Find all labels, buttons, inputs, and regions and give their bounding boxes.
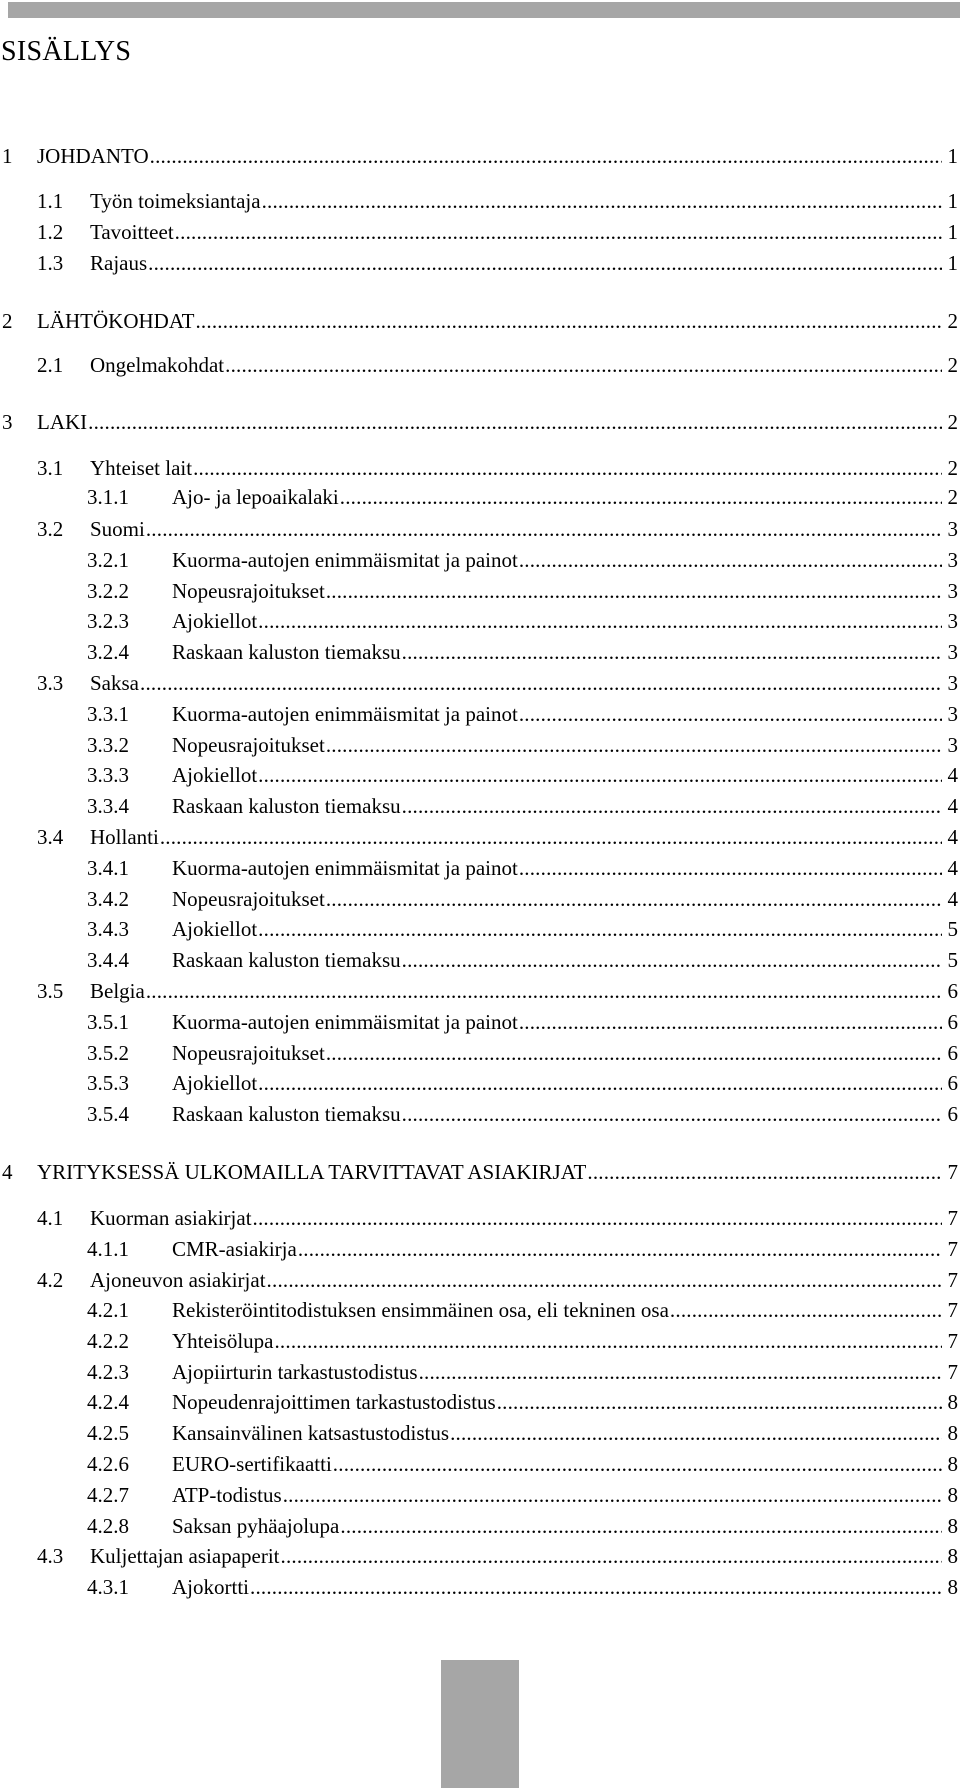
toc-leader-dots: [258, 761, 941, 789]
toc-leader-dots: [402, 638, 942, 666]
toc-leader-dots: [225, 351, 941, 379]
toc-entry-number: 1.1: [37, 189, 64, 213]
toc-entry-title: Kansainvälinen katsastustodistus: [172, 1421, 450, 1445]
page-number-block: [441, 1660, 519, 1788]
toc-entry-page: 3: [947, 702, 958, 726]
toc-entry-number: 3.4.1: [87, 856, 129, 880]
toc-entry-title: YRITYKSESSÄ ULKOMAILLA TARVITTAVAT ASIAKIRJAT: [37, 1160, 587, 1184]
toc-entry-number: 3.4.4: [87, 948, 129, 972]
toc-entry-title: JOHDANTO: [37, 144, 149, 168]
toc-leader-dots: [519, 1008, 942, 1036]
toc-leader-dots: [402, 946, 942, 974]
toc-leader-dots: [519, 546, 942, 574]
toc-leader-dots: [519, 854, 942, 882]
toc-entry-page: 4: [947, 794, 958, 818]
toc-entry-number: 4.2.4: [87, 1390, 129, 1414]
toc-entry-page: 6: [947, 1071, 958, 1095]
toc-entry-number: 4.1: [37, 1206, 64, 1230]
toc-leader-dots: [267, 1266, 942, 1294]
toc-entry-number: 2: [2, 309, 13, 333]
toc-entry-title: ATP-todistus: [172, 1483, 282, 1507]
toc-entry-number: 4.2: [37, 1268, 64, 1292]
toc-entry-page: 7: [947, 1160, 958, 1184]
toc-entry-page: 7: [947, 1298, 958, 1322]
toc-entry-page: 5: [947, 917, 958, 941]
toc-entry-page: 8: [947, 1483, 958, 1507]
toc-entry-page: 7: [947, 1206, 958, 1230]
toc-entry-page: 1: [947, 251, 958, 275]
toc-entry-title: Kuorma-autojen enimmäismitat ja painot: [172, 856, 518, 880]
toc-entry-title: Ajokiellot: [172, 763, 258, 787]
toc-entry-page: 7: [947, 1360, 958, 1384]
toc-entry-page: 6: [947, 1102, 958, 1126]
toc-entry-number: 3.5.4: [87, 1102, 129, 1126]
toc-entry-page: 3: [947, 548, 958, 572]
toc-entry-number: 3.4.3: [87, 917, 129, 941]
toc-entry-number: 3: [2, 410, 13, 434]
toc-entry-title: Kuljettajan asiapaperit: [90, 1544, 280, 1568]
toc-entry-title: Raskaan kaluston tiemaksu: [172, 640, 401, 664]
toc-entry[interactable]: [0, 1573, 960, 1601]
toc-entry-page: 1: [947, 144, 958, 168]
toc-entry-number: 1: [2, 144, 13, 168]
toc-entry-title: Kuorma-autojen enimmäismitat ja painot: [172, 1010, 518, 1034]
toc-entry-number: 1.2: [37, 220, 64, 244]
toc-entry-page: 5: [947, 948, 958, 972]
toc-entry-page: 1: [947, 189, 958, 213]
toc-entry-title: CMR-asiakirja: [172, 1237, 297, 1261]
toc-leader-dots: [402, 1100, 942, 1128]
toc-entry-page: 4: [947, 887, 958, 911]
toc-leader-dots: [175, 218, 942, 246]
toc-entry-title: Yhteiset lait: [90, 456, 193, 480]
toc-entry-title: Kuorma-autojen enimmäismitat ja painot: [172, 702, 518, 726]
toc-leader-dots: [193, 454, 941, 482]
toc-entry-number: 3.5.2: [87, 1041, 129, 1065]
toc-entry-page: 4: [947, 825, 958, 849]
toc-entry[interactable]: [0, 792, 960, 820]
toc-entry[interactable]: [0, 546, 960, 574]
toc-entry[interactable]: [0, 1419, 960, 1447]
toc-entry-number: 3.2.3: [87, 609, 129, 633]
toc-leader-dots: [497, 1388, 942, 1416]
toc-entry-page: 8: [947, 1514, 958, 1538]
toc-entry-page: 8: [947, 1544, 958, 1568]
toc-entry-title: Ajo- ja lepoaikalaki: [172, 485, 339, 509]
toc-leader-dots: [587, 1158, 941, 1186]
toc-entry[interactable]: [0, 731, 960, 759]
toc-entry[interactable]: [0, 187, 960, 215]
toc-leader-dots: [195, 307, 941, 335]
toc-leader-dots: [333, 1450, 942, 1478]
toc-entry-title: Kuorma-autojen enimmäismitat ja painot: [172, 548, 518, 572]
toc-entry-page: 4: [947, 763, 958, 787]
toc-entry-page: 4: [947, 856, 958, 880]
toc-entry-title: LÄHTÖKOHDAT: [37, 309, 195, 333]
toc-entry-page: 3: [947, 517, 958, 541]
toc-entry[interactable]: [0, 307, 960, 335]
toc-entry-number: 3.2.4: [87, 640, 129, 664]
toc-entry[interactable]: [0, 249, 960, 277]
toc-entry-title: Ongelmakohdat: [90, 353, 225, 377]
toc-entry[interactable]: [0, 1450, 960, 1478]
toc-leader-dots: [258, 915, 941, 943]
toc-entry-title: Ajokortti: [172, 1575, 249, 1599]
toc-entry[interactable]: [0, 1235, 960, 1263]
toc-leader-dots: [253, 1204, 942, 1232]
toc-leader-dots: [88, 408, 941, 436]
toc-entry-page: 6: [947, 1041, 958, 1065]
toc-entry-number: 1.3: [37, 251, 64, 275]
toc-leader-dots: [326, 885, 942, 913]
toc-entry-number: 4.3.1: [87, 1575, 129, 1599]
toc-leader-dots: [326, 577, 942, 605]
toc-entry-title: Raskaan kaluston tiemaksu: [172, 1102, 401, 1126]
toc-entry[interactable]: [0, 515, 960, 543]
toc-entry[interactable]: [0, 1296, 960, 1324]
toc-entry-page: 8: [947, 1452, 958, 1476]
toc-entry-title: Yhteisölupa: [172, 1329, 274, 1353]
toc-entry[interactable]: [0, 1327, 960, 1355]
toc-entry[interactable]: [0, 700, 960, 728]
toc-entry-page: 1: [947, 220, 958, 244]
toc-entry-title: Rekisteröintitodistuksen ensimmäinen osa, eli tekninen osa: [172, 1298, 669, 1322]
toc-entry-page: 2: [947, 353, 958, 377]
toc-entry-number: 4.2.2: [87, 1329, 129, 1353]
toc-leader-dots: [326, 731, 942, 759]
toc-entry[interactable]: [0, 1158, 960, 1186]
toc-entry-number: 3.3: [37, 671, 64, 695]
toc-entry-number: 3.5.1: [87, 1010, 129, 1034]
toc-leader-dots: [670, 1296, 942, 1324]
toc-entry-title: Saksa: [90, 671, 139, 695]
toc-entry-number: 3.3.3: [87, 763, 129, 787]
toc-entry-page: 7: [947, 1268, 958, 1292]
toc-entry[interactable]: [0, 142, 960, 170]
toc-entry[interactable]: [0, 638, 960, 666]
toc-entry[interactable]: [0, 823, 960, 851]
toc-entry-number: 3.3.2: [87, 733, 129, 757]
toc-leader-dots: [160, 823, 942, 851]
toc-leader-dots: [258, 607, 941, 635]
toc-entry-title: Hollanti: [90, 825, 159, 849]
toc-entry-number: 3.5: [37, 979, 64, 1003]
toc-entry[interactable]: [0, 1388, 960, 1416]
toc-entry-title: Nopeusrajoitukset: [172, 733, 325, 757]
toc-entry-page: 3: [947, 640, 958, 664]
toc-leader-dots: [283, 1481, 942, 1509]
toc-entry-number: 4.2.8: [87, 1514, 129, 1538]
toc-entry[interactable]: [0, 1481, 960, 1509]
toc-entry[interactable]: [0, 1358, 960, 1386]
toc-entry-page: 8: [947, 1390, 958, 1414]
toc-entry[interactable]: [0, 408, 960, 436]
toc-entry-number: 4.2.3: [87, 1360, 129, 1384]
toc-leader-dots: [148, 249, 941, 277]
toc-entry-title: Suomi: [90, 517, 145, 541]
toc-entry-number: 3.3.1: [87, 702, 129, 726]
toc-leader-dots: [402, 792, 942, 820]
toc-entry-number: 4: [2, 1160, 13, 1184]
toc-leader-dots: [281, 1542, 942, 1570]
toc-entry-number: 4.2.6: [87, 1452, 129, 1476]
toc-entry-number: 4.2.1: [87, 1298, 129, 1322]
toc-entry-number: 3.4.2: [87, 887, 129, 911]
toc-leader-dots: [340, 1512, 941, 1540]
toc-leader-dots: [340, 483, 942, 511]
toc-entry-title: Rajaus: [90, 251, 148, 275]
toc-entry[interactable]: [0, 854, 960, 882]
toc-entry-title: Nopeusrajoitukset: [172, 887, 325, 911]
toc-entry-title: Saksan pyhäajolupa: [172, 1514, 340, 1538]
toc-entry-number: 3.2.2: [87, 579, 129, 603]
toc-leader-dots: [274, 1327, 941, 1355]
toc-entry[interactable]: [0, 1542, 960, 1570]
toc-entry-page: 6: [947, 979, 958, 1003]
toc-leader-dots: [150, 142, 942, 170]
toc-leader-dots: [140, 669, 942, 697]
toc-leader-dots: [519, 700, 942, 728]
toc-leader-dots: [258, 1069, 941, 1097]
toc-entry-page: 3: [947, 609, 958, 633]
page-title: SISÄLLYS: [1, 36, 132, 67]
toc-entry-title: Raskaan kaluston tiemaksu: [172, 948, 401, 972]
toc-entry[interactable]: [0, 669, 960, 697]
toc-leader-dots: [450, 1419, 941, 1447]
toc-entry-page: 8: [947, 1421, 958, 1445]
toc-entry-page: 6: [947, 1010, 958, 1034]
header-rule: [8, 2, 960, 18]
toc-entry-title: Nopeudenrajoittimen tarkastustodistus: [172, 1390, 496, 1414]
toc-entry-page: 3: [947, 733, 958, 757]
toc-entry[interactable]: [0, 1008, 960, 1036]
toc-entry-page: 2: [947, 456, 958, 480]
toc-entry-title: Ajokiellot: [172, 917, 258, 941]
toc-entry[interactable]: [0, 218, 960, 246]
toc-entry-number: 3.1: [37, 456, 64, 480]
toc-entry[interactable]: [0, 1100, 960, 1128]
toc-entry[interactable]: [0, 915, 960, 943]
toc-entry-page: 2: [947, 309, 958, 333]
toc-entry[interactable]: [0, 1204, 960, 1232]
toc-entry-page: 3: [947, 671, 958, 695]
toc-entry-number: 3.5.3: [87, 1071, 129, 1095]
toc-entry-title: Raskaan kaluston tiemaksu: [172, 794, 401, 818]
toc-entry-page: 7: [947, 1237, 958, 1261]
toc-entry[interactable]: [0, 483, 960, 511]
toc-entry-number: 4.1.1: [87, 1237, 129, 1261]
toc-entry-number: 4.3: [37, 1544, 64, 1568]
toc-entry[interactable]: [0, 1039, 960, 1067]
toc-entry-title: Ajoneuvon asiakirjat: [90, 1268, 266, 1292]
toc-entry-number: 3.4: [37, 825, 64, 849]
toc-entry-title: Ajopiirturin tarkastustodistus: [172, 1360, 418, 1384]
toc-entry[interactable]: [0, 977, 960, 1005]
toc-entry-title: Ajokiellot: [172, 1071, 258, 1095]
toc-entry[interactable]: [0, 1512, 960, 1540]
toc-entry[interactable]: [0, 454, 960, 482]
toc-entry-number: 3.1.1: [87, 485, 129, 509]
toc-leader-dots: [250, 1573, 942, 1601]
toc-entry[interactable]: [0, 1266, 960, 1294]
toc-leader-dots: [326, 1039, 942, 1067]
toc-leader-dots: [298, 1235, 942, 1263]
toc-leader-dots: [146, 977, 942, 1005]
toc-entry-title: Ajokiellot: [172, 609, 258, 633]
toc-entry[interactable]: [0, 351, 960, 379]
toc-entry-title: Kuorman asiakirjat: [90, 1206, 252, 1230]
toc-entry-title: Tavoitteet: [90, 220, 174, 244]
toc-entry-title: Nopeusrajoitukset: [172, 1041, 325, 1065]
toc-leader-dots: [262, 187, 942, 215]
toc-entry-title: EURO-sertifikaatti: [172, 1452, 332, 1476]
toc-entry-title: Nopeusrajoitukset: [172, 579, 325, 603]
toc-leader-dots: [146, 515, 942, 543]
toc-entry-page: 3: [947, 579, 958, 603]
toc-entry-page: 2: [947, 410, 958, 434]
toc-entry[interactable]: [0, 761, 960, 789]
toc-entry-number: 4.2.7: [87, 1483, 129, 1507]
toc-entry-title: LAKI: [37, 410, 88, 434]
toc-entry-page: 8: [947, 1575, 958, 1599]
toc-entry-number: 4.2.5: [87, 1421, 129, 1445]
toc-entry[interactable]: [0, 885, 960, 913]
toc-entry-number: 2.1: [37, 353, 64, 377]
toc-leader-dots: [419, 1358, 942, 1386]
toc-entry-title: Työn toimeksiantaja: [90, 189, 261, 213]
toc-entry[interactable]: [0, 946, 960, 974]
toc-entry[interactable]: [0, 577, 960, 605]
toc-entry-number: 3.2: [37, 517, 64, 541]
toc-entry-page: 7: [947, 1329, 958, 1353]
toc-entry-page: 2: [947, 485, 958, 509]
toc-entry-number: 3.2.1: [87, 548, 129, 572]
toc-entry[interactable]: [0, 1069, 960, 1097]
toc-entry-number: 3.3.4: [87, 794, 129, 818]
toc-entry-title: Belgia: [90, 979, 145, 1003]
toc-entry[interactable]: [0, 607, 960, 635]
